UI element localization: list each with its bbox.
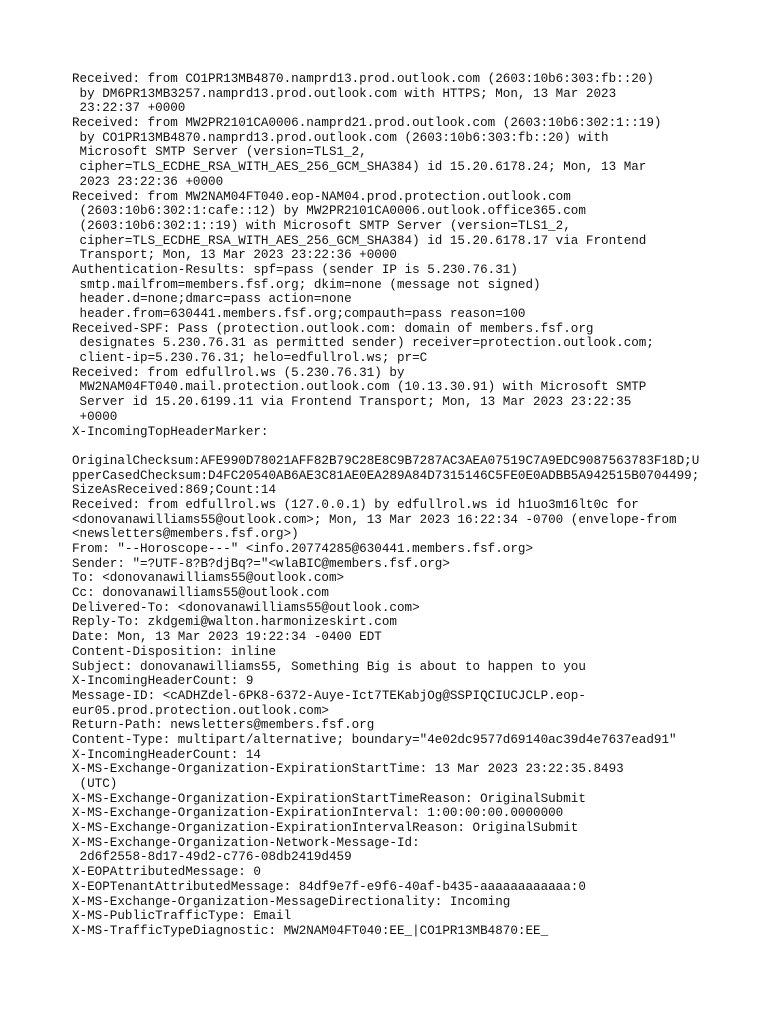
message-id-line: Message-ID: <cADHZdel-6PK8-6372-Auye-Ict7TEKabjOg@SSPIQCIUCJCLP.eop- bbox=[72, 688, 586, 703]
header-line: X-IncomingHeaderCount: 9 bbox=[72, 674, 254, 689]
header-line: X-MS-Exchange-Organization-ExpirationInterval: 1:00:00:00.0000000 bbox=[72, 806, 564, 821]
header-line: cipher=TLS_ECDHE_RSA_WITH_AES_256_GCM_SHA384) id 15.20.6178.24; Mon, 13 Mar bbox=[72, 160, 647, 175]
header-line: Authentication-Results: spf=pass (sender IP is 5.230.76.31) bbox=[72, 262, 518, 277]
header-line: 2023 23:22:36 +0000 bbox=[72, 174, 224, 189]
header-line: by DM6PR13MB3257.namprd13.prod.outlook.com with HTTPS; Mon, 13 Mar 2023 bbox=[72, 86, 617, 101]
header-line: Received-SPF: Pass (protection.outlook.com: domain of members.fsf.org bbox=[72, 321, 594, 336]
email-header-document bbox=[72, 72, 712, 939]
header-line: OriginalChecksum:AFE990D78021AFF82B79C28E8C9B7287AC3AEA07519C7A9EDC9087563783F18D;U bbox=[72, 453, 700, 468]
header-line: <donovanawilliams55@outlook.com>; Mon, 13 Mar 2023 16:22:34 -0700 (envelope-from bbox=[72, 512, 677, 527]
header-line: X-MS-Exchange-Organization-Network-Message-Id: bbox=[72, 835, 420, 850]
header-line: X-MS-Exchange-Organization-MessageDirectionality: Incoming bbox=[72, 894, 511, 909]
header-line: Content-Disposition: inline bbox=[72, 644, 277, 659]
header-line: X-MS-Exchange-Organization-ExpirationIntervalReason: OriginalSubmit bbox=[72, 821, 579, 836]
header-line: pperCasedChecksum:D4FC20540AB6AE3C81AE0EA289A84D7315146C5FE0E0ADBB5A942515B0704499; bbox=[72, 468, 700, 483]
header-line: X-EOPTenantAttributedMessage: 84df9e7f-e9f6-40af-b435-aaaaaaaaaaaa:0 bbox=[72, 879, 586, 894]
header-line: X-MS-TrafficTypeDiagnostic: MW2NAM04FT040:EE_|CO1PR13MB4870:EE_ bbox=[72, 923, 549, 938]
header-line: Transport; Mon, 13 Mar 2023 23:22:36 +0000 bbox=[72, 248, 397, 263]
header-line: Received: from MW2PR2101CA0006.namprd21.prod.outlook.com (2603:10b6:302:1::19) bbox=[72, 116, 662, 131]
header-line: SizeAsReceived:869;Count:14 bbox=[72, 483, 277, 498]
header-line: (2603:10b6:302:1:cafe::12) by MW2PR2101CA0006.outlook.office365.com bbox=[72, 204, 586, 219]
header-line: +0000 bbox=[72, 409, 118, 424]
header-line: Microsoft SMTP Server (version=TLS1_2, bbox=[72, 145, 367, 160]
header-line: X-EOPAttributedMessage: 0 bbox=[72, 865, 261, 880]
header-line: Received: from edfullrol.ws (5.230.76.31) by bbox=[72, 365, 405, 380]
header-line: header.d=none;dmarc=pass action=none bbox=[72, 292, 352, 307]
header-line: (2603:10b6:302:1::19) with Microsoft SMTP Server (version=TLS1_2, bbox=[72, 218, 571, 233]
header-line: X-MS-Exchange-Organization-ExpirationStartTime: 13 Mar 2023 23:22:35.8493 bbox=[72, 762, 624, 777]
from-line: From: "--Horoscope---" <info.20774285@630441.members.fsf.org> bbox=[72, 542, 534, 556]
header-line: client-ip=5.230.76.31; helo=edfullrol.ws; pr=C bbox=[72, 351, 428, 366]
reply-to-line: Reply-To: zkdgemi@walton.harmonizeskirt.com bbox=[72, 615, 397, 630]
header-line: eur05.prod.protection.outlook.com> bbox=[72, 703, 329, 718]
header-line: X-MS-PublicTrafficType: Email bbox=[72, 909, 292, 924]
header-line: cipher=TLS_ECDHE_RSA_WITH_AES_256_GCM_SHA384) id 15.20.6178.17 via Frontend bbox=[72, 233, 647, 248]
cc-line: Cc: donovanawilliams55@outlook.com bbox=[72, 586, 329, 601]
header-line: Received: from edfullrol.ws (127.0.0.1) by edfullrol.ws id h1uo3m16lt0c for bbox=[72, 497, 639, 512]
header-line: 23:22:37 +0000 bbox=[72, 101, 186, 116]
header-line: header.from=630441.members.fsf.org;compauth=pass reason=100 bbox=[72, 307, 526, 321]
header-line: 2d6f2558-8d17-49d2-c776-08db2419d459 bbox=[72, 850, 352, 865]
header-line: by CO1PR13MB4870.namprd13.prod.outlook.com (2603:10b6:303:fb::20) with bbox=[72, 130, 609, 145]
delivered-to-line: Delivered-To: <donovanawilliams55@outlook.com> bbox=[72, 600, 420, 615]
content-type-line: Content-Type: multipart/alternative; boundary="4e02dc9577d69140ac39d4e7637ead91" bbox=[72, 732, 677, 747]
subject-line: Subject: donovanawilliams55, Something Big is about to happen to you bbox=[72, 659, 586, 674]
sender-line: Sender: "=?UTF-8?B?djBq?="<wlaBIC@members.fsf.org> bbox=[72, 556, 450, 571]
header-line: X-MS-Exchange-Organization-ExpirationStartTimeReason: OriginalSubmit bbox=[72, 791, 586, 806]
header-line: MW2NAM04FT040.mail.protection.outlook.com (10.13.30.91) with Microsoft SMTP bbox=[72, 380, 647, 395]
header-line: X-IncomingHeaderCount: 14 bbox=[72, 747, 261, 762]
to-line: To: <donovanawilliams55@outlook.com> bbox=[72, 571, 345, 586]
header-line: designates 5.230.76.31 as permitted sender) receiver=protection.outlook.com; bbox=[72, 336, 654, 351]
header-line: Server id 15.20.6199.11 via Frontend Transport; Mon, 13 Mar 2023 23:22:35 bbox=[72, 395, 632, 410]
header-line: <newsletters@members.fsf.org>) bbox=[72, 527, 299, 542]
header-line: (UTC) bbox=[72, 777, 118, 791]
blank-line bbox=[72, 439, 712, 454]
header-line: smtp.mailfrom=members.fsf.org; dkim=none (message not signed) bbox=[72, 277, 541, 292]
header-line: Received: from MW2NAM04FT040.eop-NAM04.prod.protection.outlook.com bbox=[72, 189, 571, 204]
header-line: X-IncomingTopHeaderMarker: bbox=[72, 424, 269, 439]
date-line: Date: Mon, 13 Mar 2023 19:22:34 -0400 EDT bbox=[72, 630, 382, 645]
return-path-line: Return-Path: newsletters@members.fsf.org bbox=[72, 718, 375, 733]
header-line: Received: from CO1PR13MB4870.namprd13.prod.outlook.com (2603:10b6:303:fb::20) bbox=[72, 72, 654, 86]
